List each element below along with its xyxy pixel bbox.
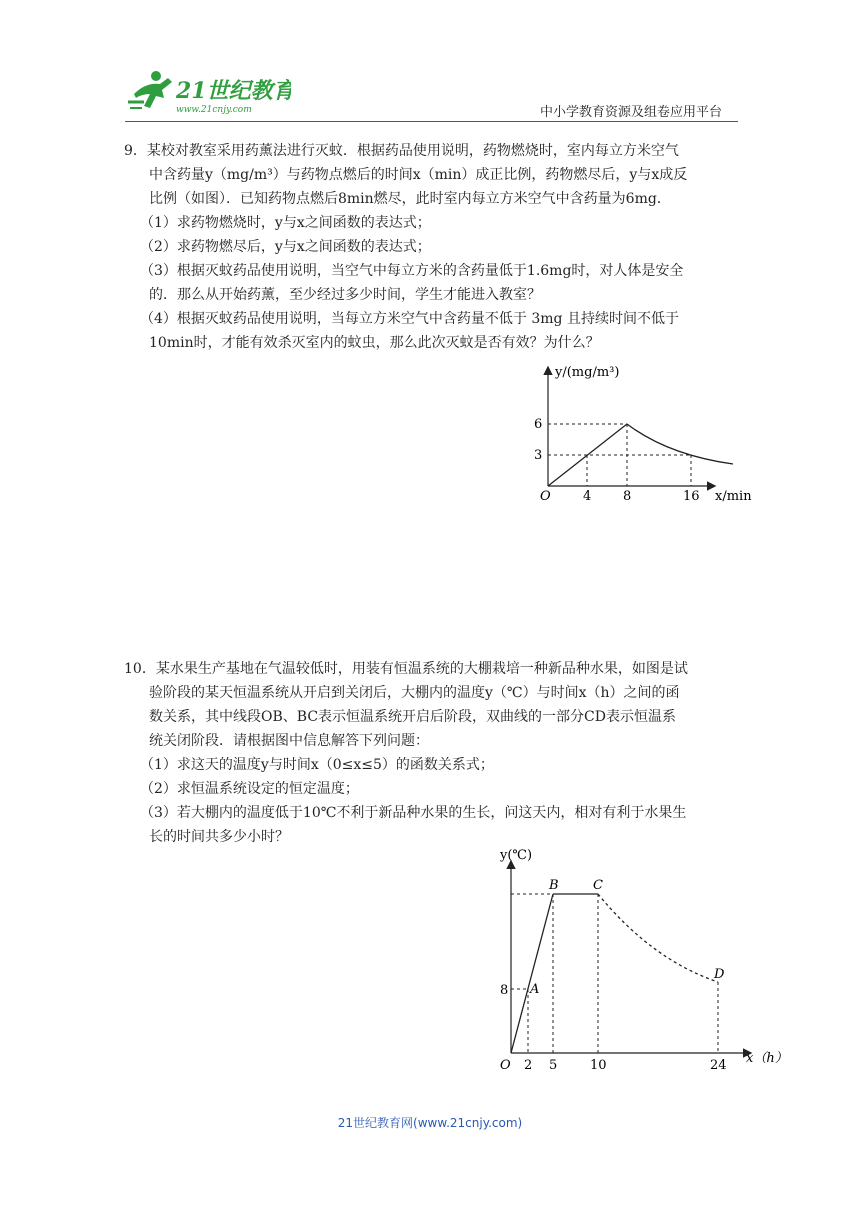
q9-ytick-6: 6: [534, 417, 543, 432]
q10-sub3b: 长的时间共多少小时？: [149, 829, 289, 845]
platform-name: 中小学教育资源及组卷应用平台: [539, 105, 722, 120]
q10-line1: 某水果生产基地在气温较低时，用装有恒温系统的大棚栽培一种新品种水果，如图是试: [155, 661, 688, 677]
q10-xlabel: x（h）: [746, 1051, 788, 1066]
q9-xtick-16: 16: [683, 489, 700, 504]
q10-point-B: B: [549, 878, 559, 893]
q9-line1: 某校对教室采用药薰法进行灭蚊．根据药品使用说明，药物燃烧时，室内每立方米空气: [146, 143, 679, 159]
question-10: [124, 657, 738, 849]
q10-number: 10．: [124, 661, 156, 677]
q10-curve-CD: [598, 894, 718, 982]
q9-xtick-8: 8: [623, 489, 632, 504]
q9-xlabel: x/min: [715, 489, 752, 504]
q10-graph: [492, 840, 802, 1079]
header-rule: [125, 121, 738, 122]
q9-sub4a: （4）根据灭蚊药品使用说明，当每立方米空气中含药量不低于 3mg 且持续时间不低于: [140, 311, 679, 327]
q9-xtick-4: 4: [583, 489, 592, 504]
q9-origin: O: [540, 489, 551, 504]
q9-ytick-3: 3: [534, 448, 543, 463]
q10-xtick-24: 24: [710, 1058, 727, 1073]
q9-ylabel: y/(mg/m³): [555, 365, 620, 380]
q10-line2: 验阶段的某天恒温系统从开启到关闭后，大棚内的温度y（℃）与时间x（h）之间的函: [149, 685, 680, 701]
page-header: [0, 0, 860, 125]
q9-sub3b: 的．那么从开始药薰，至少经过多少时间，学生才能进入教室？: [149, 287, 541, 303]
q10-xtick-5: 5: [549, 1058, 558, 1073]
q10-ylabel: y(℃): [500, 848, 533, 863]
q10-sub3a: （3）若大棚内的温度低于10℃不利于新品种水果的生长，问这天内，相对有利于水果生: [140, 805, 687, 821]
q9-sub2: （2）求药物燃尽后，y与x之间函数的表达式；: [140, 239, 431, 255]
q10-origin: O: [500, 1058, 511, 1073]
q10-line3: 数关系，其中线段OB、BC表示恒温系统开启后阶段，双曲线的一部分CD表示恒温系: [149, 709, 676, 725]
q9-line3: 比例（如图）．已知药物点燃后8min燃尽，此时室内每立方米空气中含药量为6mg．: [149, 191, 671, 207]
q10-xtick-10: 10: [590, 1058, 607, 1073]
q10-point-A: A: [530, 982, 540, 997]
q10-xtick-2: 2: [524, 1058, 533, 1073]
q9-graph: [528, 360, 768, 514]
q10-ytick-8: 8: [500, 983, 509, 998]
q9-number: 9．: [124, 143, 147, 159]
question-9: [124, 139, 738, 355]
q10-sub1: （1）求这天的温度y与时间x（0≤x≤5）的函数关系式；: [140, 757, 494, 773]
logo-url: www.21cnjy.com: [176, 105, 252, 115]
q9-curve: [627, 424, 733, 464]
page-footer: 21世纪教育网(www.21cnjy.com): [337, 1116, 523, 1130]
q10-line4: 统关闭阶段．请根据图中信息解答下列问题：: [149, 733, 429, 749]
q10-point-D: D: [714, 967, 725, 982]
q9-sub1: （1）求药物燃烧时，y与x之间函数的表达式；: [140, 215, 431, 231]
logo: [126, 68, 291, 120]
q10-sub2: （2）求恒温系统设定的恒定温度；: [140, 781, 359, 797]
q9-sub3a: （3）根据灭蚊药品使用说明，当空气中每立方米的含药量低于1.6mg时，对人体是安全: [140, 263, 684, 279]
logo-text: 21世纪教育: [176, 78, 291, 104]
q10-point-C: C: [593, 878, 603, 893]
q9-sub4b: 10min时，才能有效杀灭室内的蚊虫，那么此次灭蚊是否有效？为什么？: [149, 335, 600, 351]
q10-segment-OB: [511, 894, 553, 1053]
q9-line2: 中含药量y（mg/m³）与药物点燃后的时间x（min）成正比例，药物燃尽后，y与x成反: [149, 167, 688, 183]
